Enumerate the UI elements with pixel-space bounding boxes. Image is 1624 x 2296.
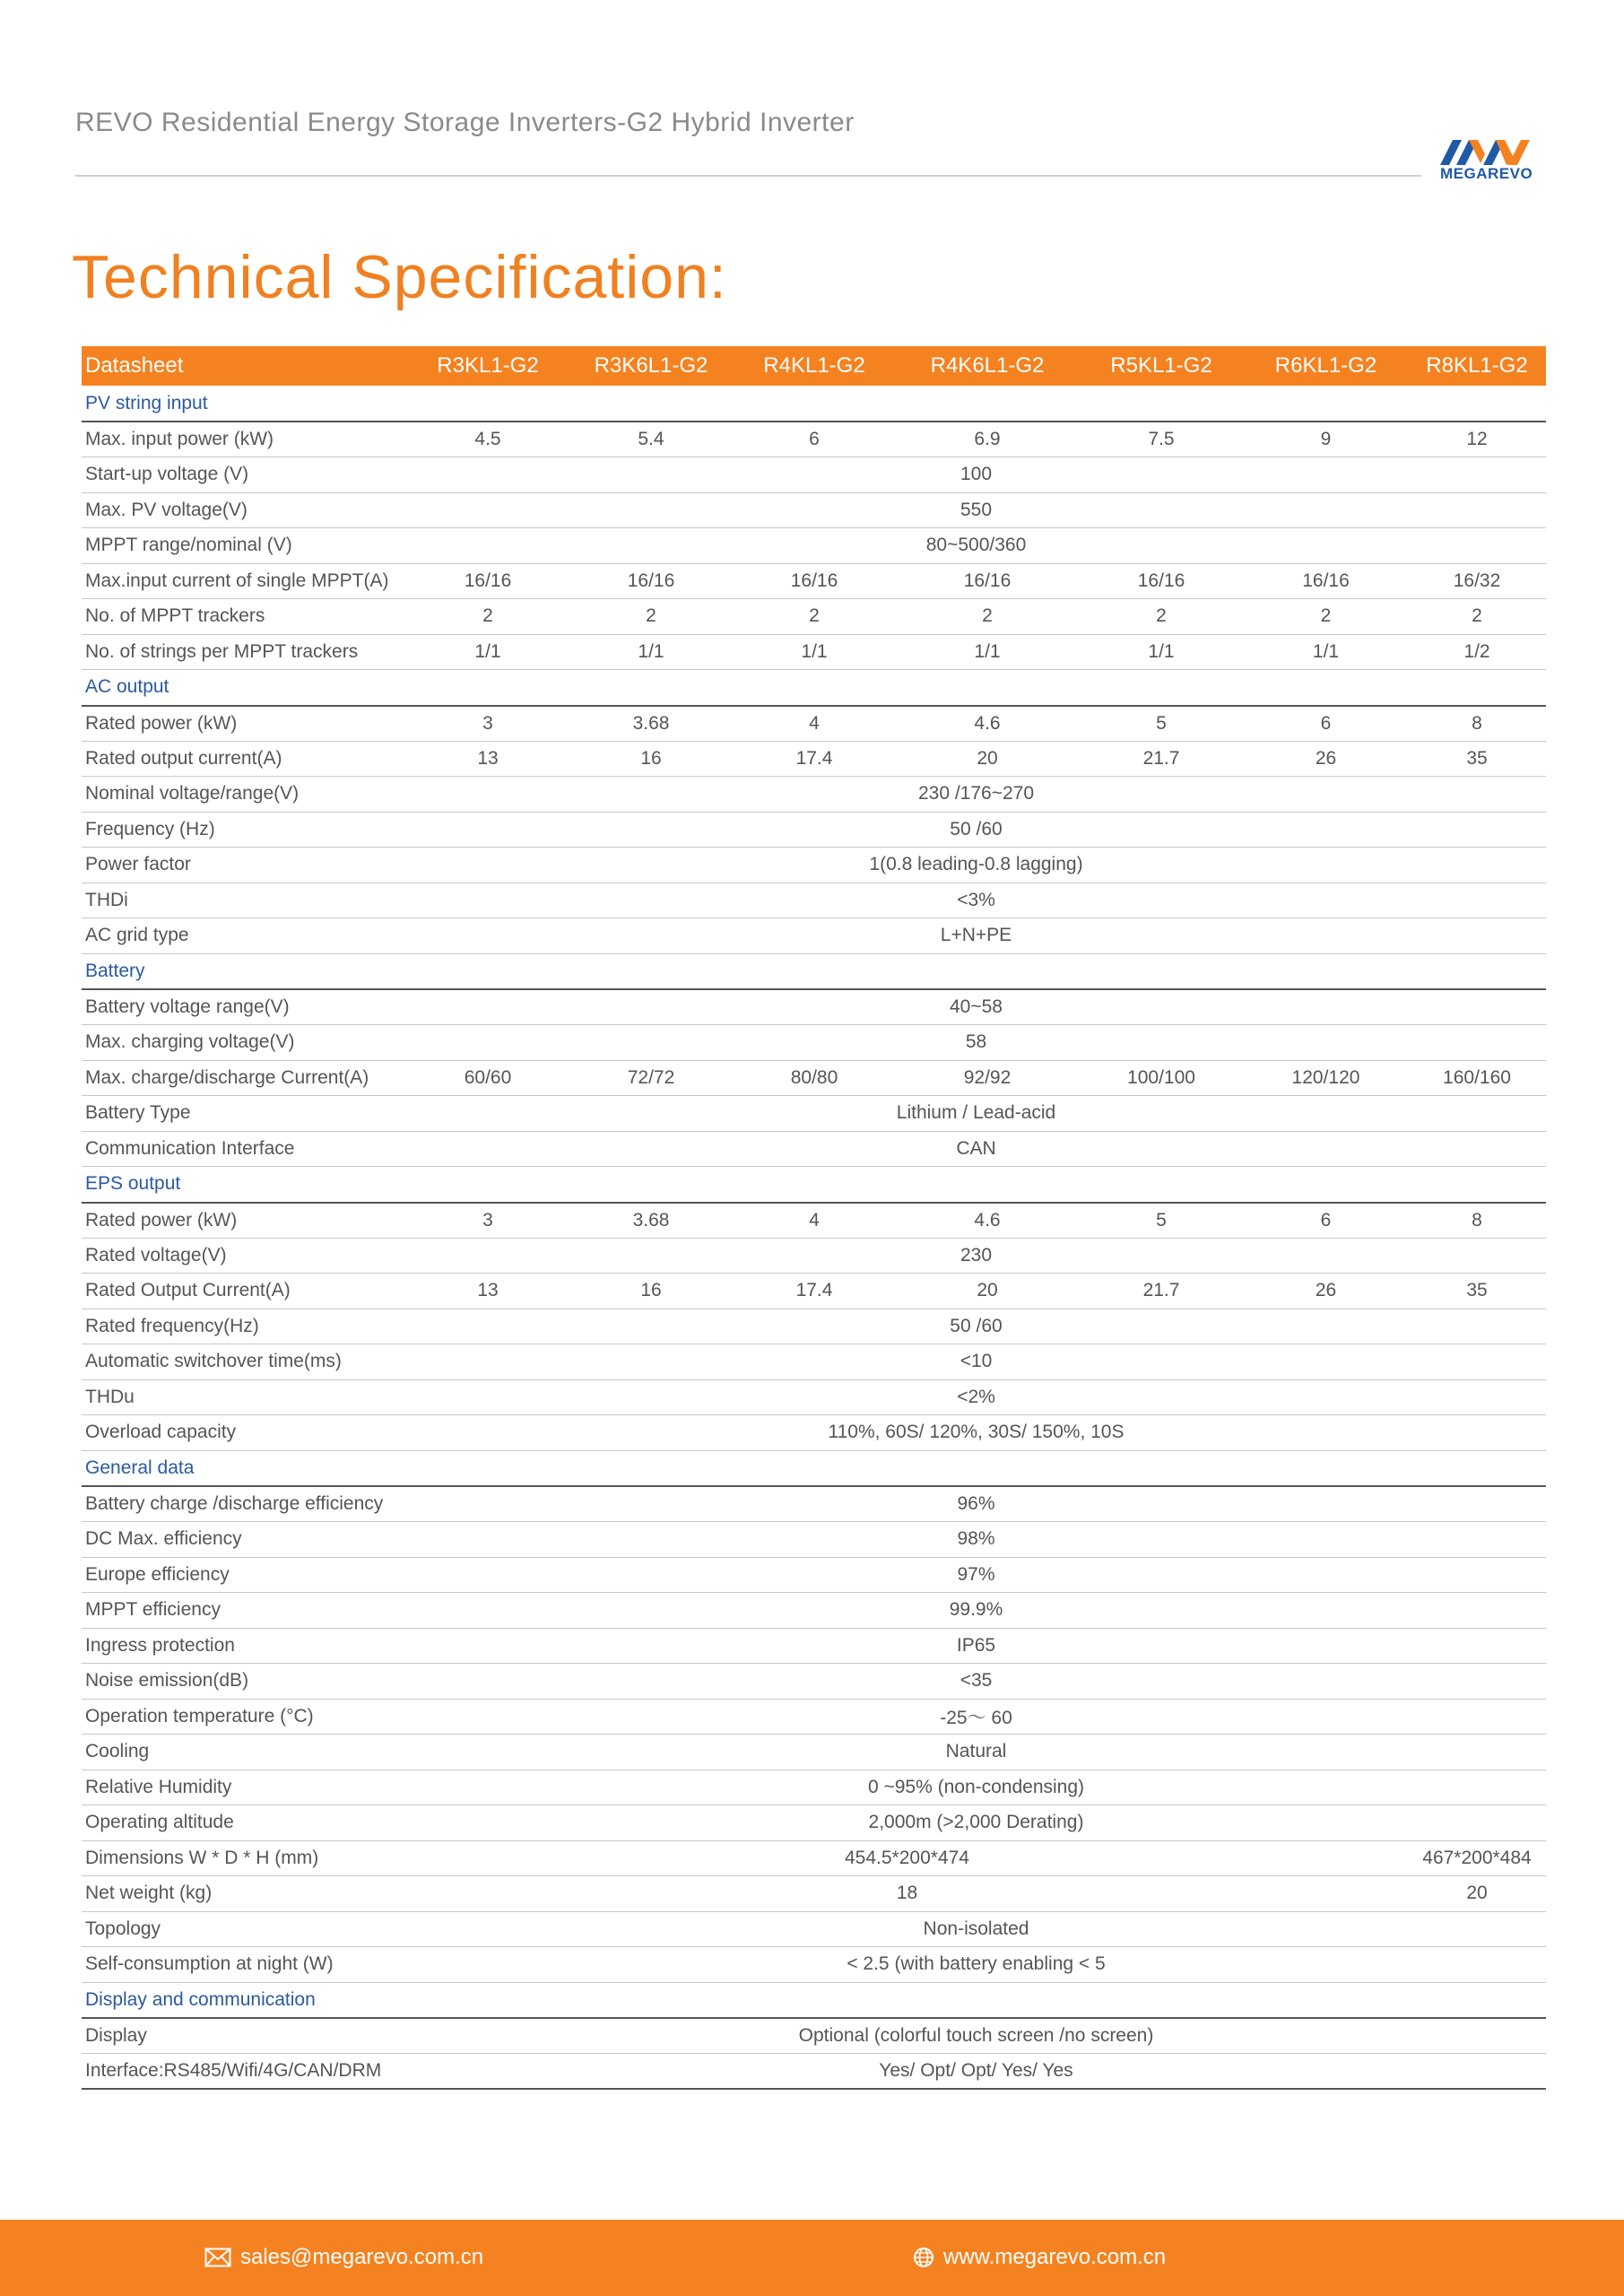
cell-value: 16/16 xyxy=(1244,563,1408,599)
cell-common-value: Yes/ Opt/ Opt/ Yes/ Yes xyxy=(406,2054,1546,2090)
table-row xyxy=(82,2054,1546,2090)
cell-value: 16 xyxy=(569,1274,733,1309)
table-row xyxy=(82,1628,1546,1664)
cell-common-value: 230 xyxy=(406,1238,1546,1274)
table-row xyxy=(82,1486,1546,1522)
cell-value: 80/80 xyxy=(733,1060,896,1096)
cell-common-value: <2% xyxy=(406,1379,1546,1415)
cell-common-value: 96% xyxy=(406,1486,1546,1522)
row-label: Max.input current of single MPPT(A) xyxy=(82,563,406,599)
row-label: Cooling xyxy=(82,1735,406,1770)
table-row xyxy=(82,741,1546,777)
table-row xyxy=(82,1025,1546,1061)
row-label: Self-consumption at night (W) xyxy=(82,1947,406,1983)
cell-value: 16/16 xyxy=(406,563,569,599)
cell-value: 7.5 xyxy=(1079,422,1244,457)
table-row xyxy=(82,634,1546,670)
row-label: MPPT efficiency xyxy=(82,1593,406,1629)
row-label: Start-up voltage (V) xyxy=(82,457,406,493)
table-row xyxy=(82,1699,1546,1735)
cell-value: 13 xyxy=(406,741,569,777)
row-label: No. of MPPT trackers xyxy=(82,599,406,635)
table-row xyxy=(82,1309,1546,1344)
column-header-datasheet: Datasheet xyxy=(82,346,406,386)
table-row xyxy=(82,883,1546,918)
cell-value: 20 xyxy=(896,741,1079,777)
cell-value: 21.7 xyxy=(1079,741,1244,777)
cell-common-value: 100 xyxy=(406,457,1546,493)
row-label: Max. charging voltage(V) xyxy=(82,1025,406,1061)
table-row xyxy=(82,777,1546,813)
cell-common-value: < 2.5 (with battery enabling < 5 xyxy=(406,1947,1546,1983)
column-header-model: R3K6L1-G2 xyxy=(569,346,733,386)
section-title: General data xyxy=(82,1450,1546,1486)
row-label: AC grid type xyxy=(82,918,406,954)
cell-common-value: 80~500/360 xyxy=(406,528,1546,564)
cell-value: 2 xyxy=(1079,599,1244,635)
cell-value: 6 xyxy=(1244,1203,1408,1239)
table-row xyxy=(82,1840,1546,1876)
cell-value: 4 xyxy=(733,1203,896,1239)
row-label: Rated power (kW) xyxy=(82,706,406,742)
cell-value: 16 xyxy=(569,741,733,777)
cell-value: 4 xyxy=(733,706,896,742)
section-row xyxy=(82,1982,1546,2018)
cell-common-value: 550 xyxy=(406,492,1546,528)
row-label: Battery Type xyxy=(82,1096,406,1132)
row-label: Overload capacity xyxy=(82,1415,406,1451)
cell-common-value: Non-isolated xyxy=(406,1911,1546,1947)
table-row xyxy=(82,1947,1546,1983)
table-row xyxy=(82,528,1546,564)
mail-icon xyxy=(204,2248,231,2267)
cell-value: 26 xyxy=(1244,1274,1408,1309)
row-label: Display xyxy=(82,2018,406,2054)
cell-value: 9 xyxy=(1244,422,1408,457)
row-label: Rated frequency(Hz) xyxy=(82,1309,406,1344)
table-row xyxy=(82,706,1546,742)
table-row xyxy=(82,599,1546,635)
table-row xyxy=(82,563,1546,599)
cell-value: 2 xyxy=(569,599,733,635)
cell-common-value: 0 ~95% (non-condensing) xyxy=(406,1770,1546,1805)
column-header-model: R4K6L1-G2 xyxy=(896,346,1079,386)
row-label: Communication Interface xyxy=(82,1131,406,1167)
cell-common-value: 110%, 60S/ 120%, 30S/ 150%, 10S xyxy=(406,1415,1546,1451)
table-row xyxy=(82,1805,1546,1841)
cell-common-value: IP65 xyxy=(406,1628,1546,1664)
table-row xyxy=(82,1876,1546,1912)
table-row xyxy=(82,848,1546,883)
section-row xyxy=(82,386,1546,422)
cell-common-value: <3% xyxy=(406,883,1546,918)
row-label: Noise emission(dB) xyxy=(82,1664,406,1700)
row-label: Topology xyxy=(82,1911,406,1947)
section-row xyxy=(82,670,1546,706)
section-title: Battery xyxy=(82,953,1546,989)
row-label: Frequency (Hz) xyxy=(82,812,406,848)
globe-icon xyxy=(913,2247,934,2268)
cell-value: 2 xyxy=(406,599,569,635)
cell-value: 92/92 xyxy=(896,1060,1079,1096)
cell-value: 8 xyxy=(1408,1203,1546,1239)
row-label: Max. input power (kW) xyxy=(82,422,406,457)
cell-common-value: Lithium / Lead-acid xyxy=(406,1096,1546,1132)
table-row xyxy=(82,1911,1546,1947)
row-label: Rated output current(A) xyxy=(82,741,406,777)
cell-value: 100/100 xyxy=(1079,1060,1244,1096)
cell-value: 26 xyxy=(1244,741,1408,777)
section-row xyxy=(82,953,1546,989)
cell-value: 1/1 xyxy=(1079,634,1244,670)
cell-common-value: 2,000m (>2,000 Derating) xyxy=(406,1805,1546,1841)
column-header-model: R4KL1-G2 xyxy=(733,346,896,386)
row-label: Power factor xyxy=(82,848,406,883)
cell-value: 16/16 xyxy=(896,563,1079,599)
section-title: Display and communication xyxy=(82,1982,1546,2018)
table-row xyxy=(82,2018,1546,2054)
email-text: sales@megarevo.com.cn xyxy=(240,2245,484,2269)
table-row xyxy=(82,1557,1546,1593)
section-title: AC output xyxy=(82,670,1546,706)
cell-value: 5 xyxy=(1079,1203,1244,1239)
cell-common-value: 230 /176~270 xyxy=(406,777,1546,813)
cell-value: 2 xyxy=(1408,599,1546,635)
row-label: Operation temperature (°C) xyxy=(82,1699,406,1735)
cell-value: 5.4 xyxy=(569,422,733,457)
table-row xyxy=(82,1344,1546,1380)
section-title: EPS output xyxy=(82,1167,1546,1203)
table-row xyxy=(82,1203,1546,1239)
cell-value: 5 xyxy=(1079,706,1244,742)
row-label: Operating altitude xyxy=(82,1805,406,1841)
table-row xyxy=(82,1735,1546,1770)
cell-common-value: <10 xyxy=(406,1344,1546,1380)
cell-value: 17.4 xyxy=(733,741,896,777)
row-label: Battery voltage range(V) xyxy=(82,989,406,1025)
table-row xyxy=(82,1522,1546,1558)
cell-common-value: 58 xyxy=(406,1025,1546,1061)
cell-value: 17.4 xyxy=(733,1274,896,1309)
row-label: Europe efficiency xyxy=(82,1557,406,1593)
column-header-model: R8KL1-G2 xyxy=(1408,346,1546,386)
table-row xyxy=(82,812,1546,848)
cell-value: 60/60 xyxy=(406,1060,569,1096)
table-row xyxy=(82,1096,1546,1132)
cell-common-value: L+N+PE xyxy=(406,918,1546,954)
cell-value: 1/2 xyxy=(1408,634,1546,670)
section-title: PV string input xyxy=(82,386,1546,422)
cell-common-value: 1(0.8 leading-0.8 lagging) xyxy=(406,848,1546,883)
table-row xyxy=(82,918,1546,954)
row-label: Rated Output Current(A) xyxy=(82,1274,406,1309)
cell-value: 72/72 xyxy=(569,1060,733,1096)
page-title: Technical Specification: xyxy=(72,243,727,311)
cell-common-value: 50 /60 xyxy=(406,1309,1546,1344)
row-label: DC Max. efficiency xyxy=(82,1522,406,1558)
cell-value: 160/160 xyxy=(1408,1060,1546,1096)
row-label: Max. PV voltage(V) xyxy=(82,492,406,528)
row-label: No. of strings per MPPT trackers xyxy=(82,634,406,670)
row-label: Interface:RS485/Wifi/4G/CAN/DRM xyxy=(82,2054,406,2090)
cell-common-value: 97% xyxy=(406,1557,1546,1593)
cell-common-value: 40~58 xyxy=(406,989,1546,1025)
row-label: Ingress protection xyxy=(82,1628,406,1664)
table-header-row xyxy=(82,346,1546,386)
table-row xyxy=(82,1238,1546,1274)
row-label: Automatic switchover time(ms) xyxy=(82,1344,406,1380)
spec-table xyxy=(82,346,1546,2090)
cell-value: 2 xyxy=(896,599,1079,635)
table-row xyxy=(82,1664,1546,1700)
cell-value: 3.68 xyxy=(569,1203,733,1239)
table-row xyxy=(82,1274,1546,1309)
cell-common-value: 98% xyxy=(406,1522,1546,1558)
cell-value: 20 xyxy=(896,1274,1079,1309)
footer xyxy=(0,2220,1624,2296)
table-row xyxy=(82,1593,1546,1629)
cell-value: 6 xyxy=(733,422,896,457)
row-label: Dimensions W * D * H (mm) xyxy=(82,1840,406,1876)
section-row xyxy=(82,1167,1546,1203)
header-divider xyxy=(75,175,1421,177)
cell-value: 3 xyxy=(406,1203,569,1239)
row-label: Net weight (kg) xyxy=(82,1876,406,1912)
cell-common-value: 50 /60 xyxy=(406,812,1546,848)
cell-value: 4.5 xyxy=(406,422,569,457)
column-header-model: R5KL1-G2 xyxy=(1079,346,1244,386)
table-row xyxy=(82,989,1546,1025)
cell-value: 1/1 xyxy=(569,634,733,670)
cell-value: 8 xyxy=(1408,706,1546,742)
cell-common-value: 99.9% xyxy=(406,1593,1546,1629)
footer-email[interactable] xyxy=(204,2245,483,2270)
cell-value: 13 xyxy=(406,1274,569,1309)
cell-value: 16/32 xyxy=(1408,563,1546,599)
cell-value: 35 xyxy=(1408,1274,1546,1309)
cell-value: 1/1 xyxy=(733,634,896,670)
cell-value: 16/16 xyxy=(569,563,733,599)
cell-value: 6.9 xyxy=(896,422,1079,457)
row-label: Rated voltage(V) xyxy=(82,1238,406,1274)
cell-value: 16/16 xyxy=(1079,563,1244,599)
row-label: MPPT range/nominal (V) xyxy=(82,528,406,564)
cell-common-value: -25〜 60 xyxy=(406,1699,1546,1735)
cell-common-value: Optional (colorful touch screen /no screen) xyxy=(406,2018,1546,2054)
logo-wordmark: MEGAREVO xyxy=(1440,165,1533,182)
cell-value: 3 xyxy=(406,706,569,742)
cell-value: 2 xyxy=(1244,599,1408,635)
cell-value-r8kl1: 467*200*484 xyxy=(1408,1840,1546,1876)
table-row xyxy=(82,1060,1546,1096)
section-row xyxy=(82,1450,1546,1486)
footer-website[interactable] xyxy=(913,2245,1166,2270)
row-label: Battery charge /discharge efficiency xyxy=(82,1486,406,1522)
cell-value-r8kl1: 20 xyxy=(1408,1876,1546,1912)
cell-value: 1/1 xyxy=(896,634,1079,670)
table-row xyxy=(82,1770,1546,1805)
row-label: Relative Humidity xyxy=(82,1770,406,1805)
cell-value: 16/16 xyxy=(733,563,896,599)
row-label: Rated power (kW) xyxy=(82,1203,406,1239)
cell-value: 12 xyxy=(1408,422,1546,457)
cell-common-value: 18 xyxy=(406,1876,1408,1912)
cell-common-value: Natural xyxy=(406,1735,1546,1770)
row-label: THDi xyxy=(82,883,406,918)
cell-value: 120/120 xyxy=(1244,1060,1408,1096)
cell-value: 1/1 xyxy=(1244,634,1408,670)
website-text: www.megarevo.com.cn xyxy=(943,2245,1167,2269)
cell-value: 21.7 xyxy=(1079,1274,1244,1309)
cell-value: 6 xyxy=(1244,706,1408,742)
row-label: Nominal voltage/range(V) xyxy=(82,777,406,813)
column-header-model: R6KL1-G2 xyxy=(1244,346,1408,386)
cell-common-value: CAN xyxy=(406,1131,1546,1167)
table-row xyxy=(82,492,1546,528)
row-label: Max. charge/discharge Current(A) xyxy=(82,1060,406,1096)
row-label: THDu xyxy=(82,1379,406,1415)
table-row xyxy=(82,457,1546,493)
document-header-title: REVO Residential Energy Storage Inverters-G2 Hybrid Inverter xyxy=(75,108,855,137)
column-header-model: R3KL1-G2 xyxy=(406,346,569,386)
cell-value: 4.6 xyxy=(896,1203,1079,1239)
table-row xyxy=(82,1415,1546,1451)
table-row xyxy=(82,422,1546,457)
table-row xyxy=(82,1379,1546,1415)
cell-value: 1/1 xyxy=(406,634,569,670)
cell-value: 2 xyxy=(733,599,896,635)
table-row xyxy=(82,1131,1546,1167)
cell-value: 3.68 xyxy=(569,706,733,742)
cell-value: 35 xyxy=(1408,741,1546,777)
cell-common-value: 454.5*200*474 xyxy=(406,1840,1408,1876)
cell-common-value: <35 xyxy=(406,1664,1546,1700)
cell-value: 4.6 xyxy=(896,706,1079,742)
